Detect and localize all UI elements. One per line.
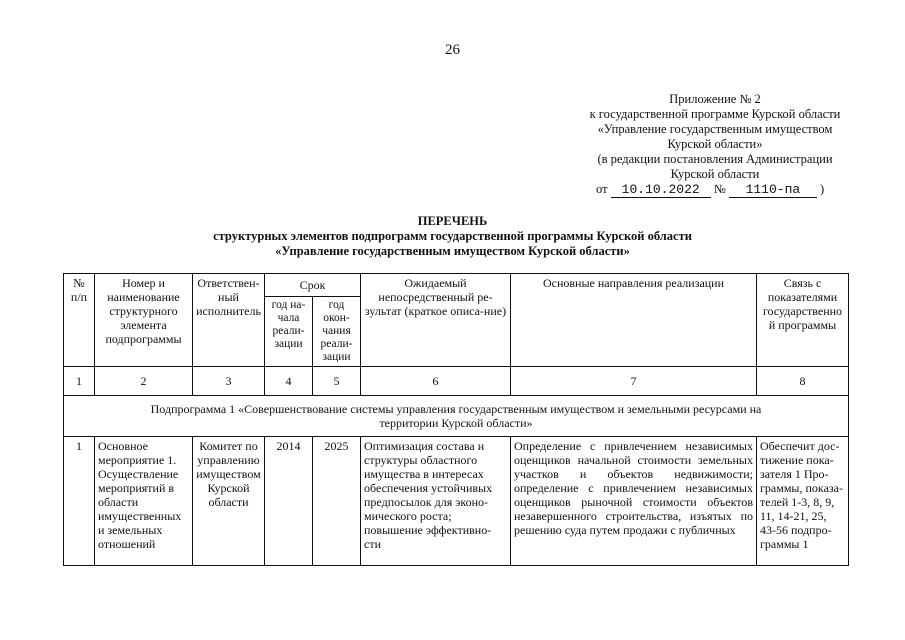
column-number: 2 bbox=[95, 367, 193, 396]
appendix-line-2: к государственной программе Курской области bbox=[589, 107, 841, 121]
row-executor: Комитет по управлению имуществом Курской области bbox=[193, 437, 265, 566]
column-number: 6 bbox=[361, 367, 511, 396]
header-executor: Ответствен-ный исполнитель bbox=[193, 274, 265, 367]
appendix-line-4: Курской области» bbox=[667, 137, 763, 151]
row-element-name: Основное мероприятие 1. Осуществление мероприятий в области имущественных и земельных отношений bbox=[95, 437, 193, 566]
page-number: 26 bbox=[445, 42, 460, 58]
subprogram-title: Подпрограмма 1 «Совершенствование системы управления государственным имуществом и земельными ресурсами на территории Курской области» bbox=[64, 396, 849, 437]
column-number: 8 bbox=[757, 367, 849, 396]
from-label: от bbox=[596, 182, 608, 196]
table-row bbox=[64, 437, 849, 566]
appendix-line-1: Приложение № 2 bbox=[669, 92, 761, 106]
row-expected-result: Оптимизация состава и структуры областного имущества в интересах обеспечения устойчивых предпосылок для эконо-мического роста; повышение эффективно-сти bbox=[361, 437, 511, 566]
decree-reference bbox=[560, 182, 870, 198]
header-num: № п/п bbox=[64, 274, 95, 367]
appendix-block bbox=[560, 92, 870, 198]
row-indicator-link: Обеспечит дос-тижение пока-зателя 1 Про-граммы, показа-телей 1-3, 8, 9, 11, 14-21, 25, 43-56 подпро-граммы 1 bbox=[757, 437, 849, 566]
decree-date: 10.10.2022 bbox=[611, 182, 711, 198]
row-directions: Определение с привлечением независимых оценщиков начальной стоимости земельных участков и объектов недвижимости; определение с привлечением независимых оценщиков рыночной стоимости объектов незавершенного строительства, изъятых по решению суда путем продажи с публичных bbox=[511, 437, 757, 566]
header-end-year: год окон-чания реали-зации bbox=[313, 297, 361, 367]
document-title bbox=[0, 214, 905, 259]
column-number: 7 bbox=[511, 367, 757, 396]
title-heading: ПЕРЕЧЕНЬ bbox=[417, 214, 488, 228]
header-start-year: год на-чала реали-зации bbox=[265, 297, 313, 367]
title-line-2: «Управление государственным имуществом Курской области» bbox=[275, 244, 630, 258]
subprogram-row bbox=[64, 396, 849, 437]
column-number: 1 bbox=[64, 367, 95, 396]
column-numbers-row bbox=[64, 367, 849, 396]
appendix-line-5: (в редакции постановления Администрации bbox=[597, 152, 833, 166]
header-row-1 bbox=[64, 274, 849, 297]
appendix-line-3: «Управление государственным имуществом bbox=[597, 122, 833, 136]
row-end-year: 2025 bbox=[313, 437, 361, 566]
row-start-year: 2014 bbox=[265, 437, 313, 566]
header-directions: Основные направления реализации bbox=[511, 274, 757, 367]
title-line-1: структурных элементов подпрограмм государственной программы Курской области bbox=[213, 229, 692, 243]
header-name: Номер и наименование структурного элемента подпрограммы bbox=[95, 274, 193, 367]
row-number: 1 bbox=[64, 437, 95, 566]
header-term: Срок bbox=[265, 274, 361, 297]
column-number: 4 bbox=[265, 367, 313, 396]
appendix-line-6: Курской области bbox=[670, 167, 760, 181]
number-label: № bbox=[713, 182, 726, 196]
column-number: 5 bbox=[313, 367, 361, 396]
header-result: Ожидаемый непосредственный ре-зультат (краткое описа-ние) bbox=[361, 274, 511, 367]
header-link: Связь с показателями государственной программы bbox=[757, 274, 849, 367]
column-number: 3 bbox=[193, 367, 265, 396]
decree-number: 1110-па bbox=[729, 182, 817, 198]
structural-elements-table bbox=[63, 273, 849, 566]
closing-bracket: ) bbox=[820, 182, 825, 196]
